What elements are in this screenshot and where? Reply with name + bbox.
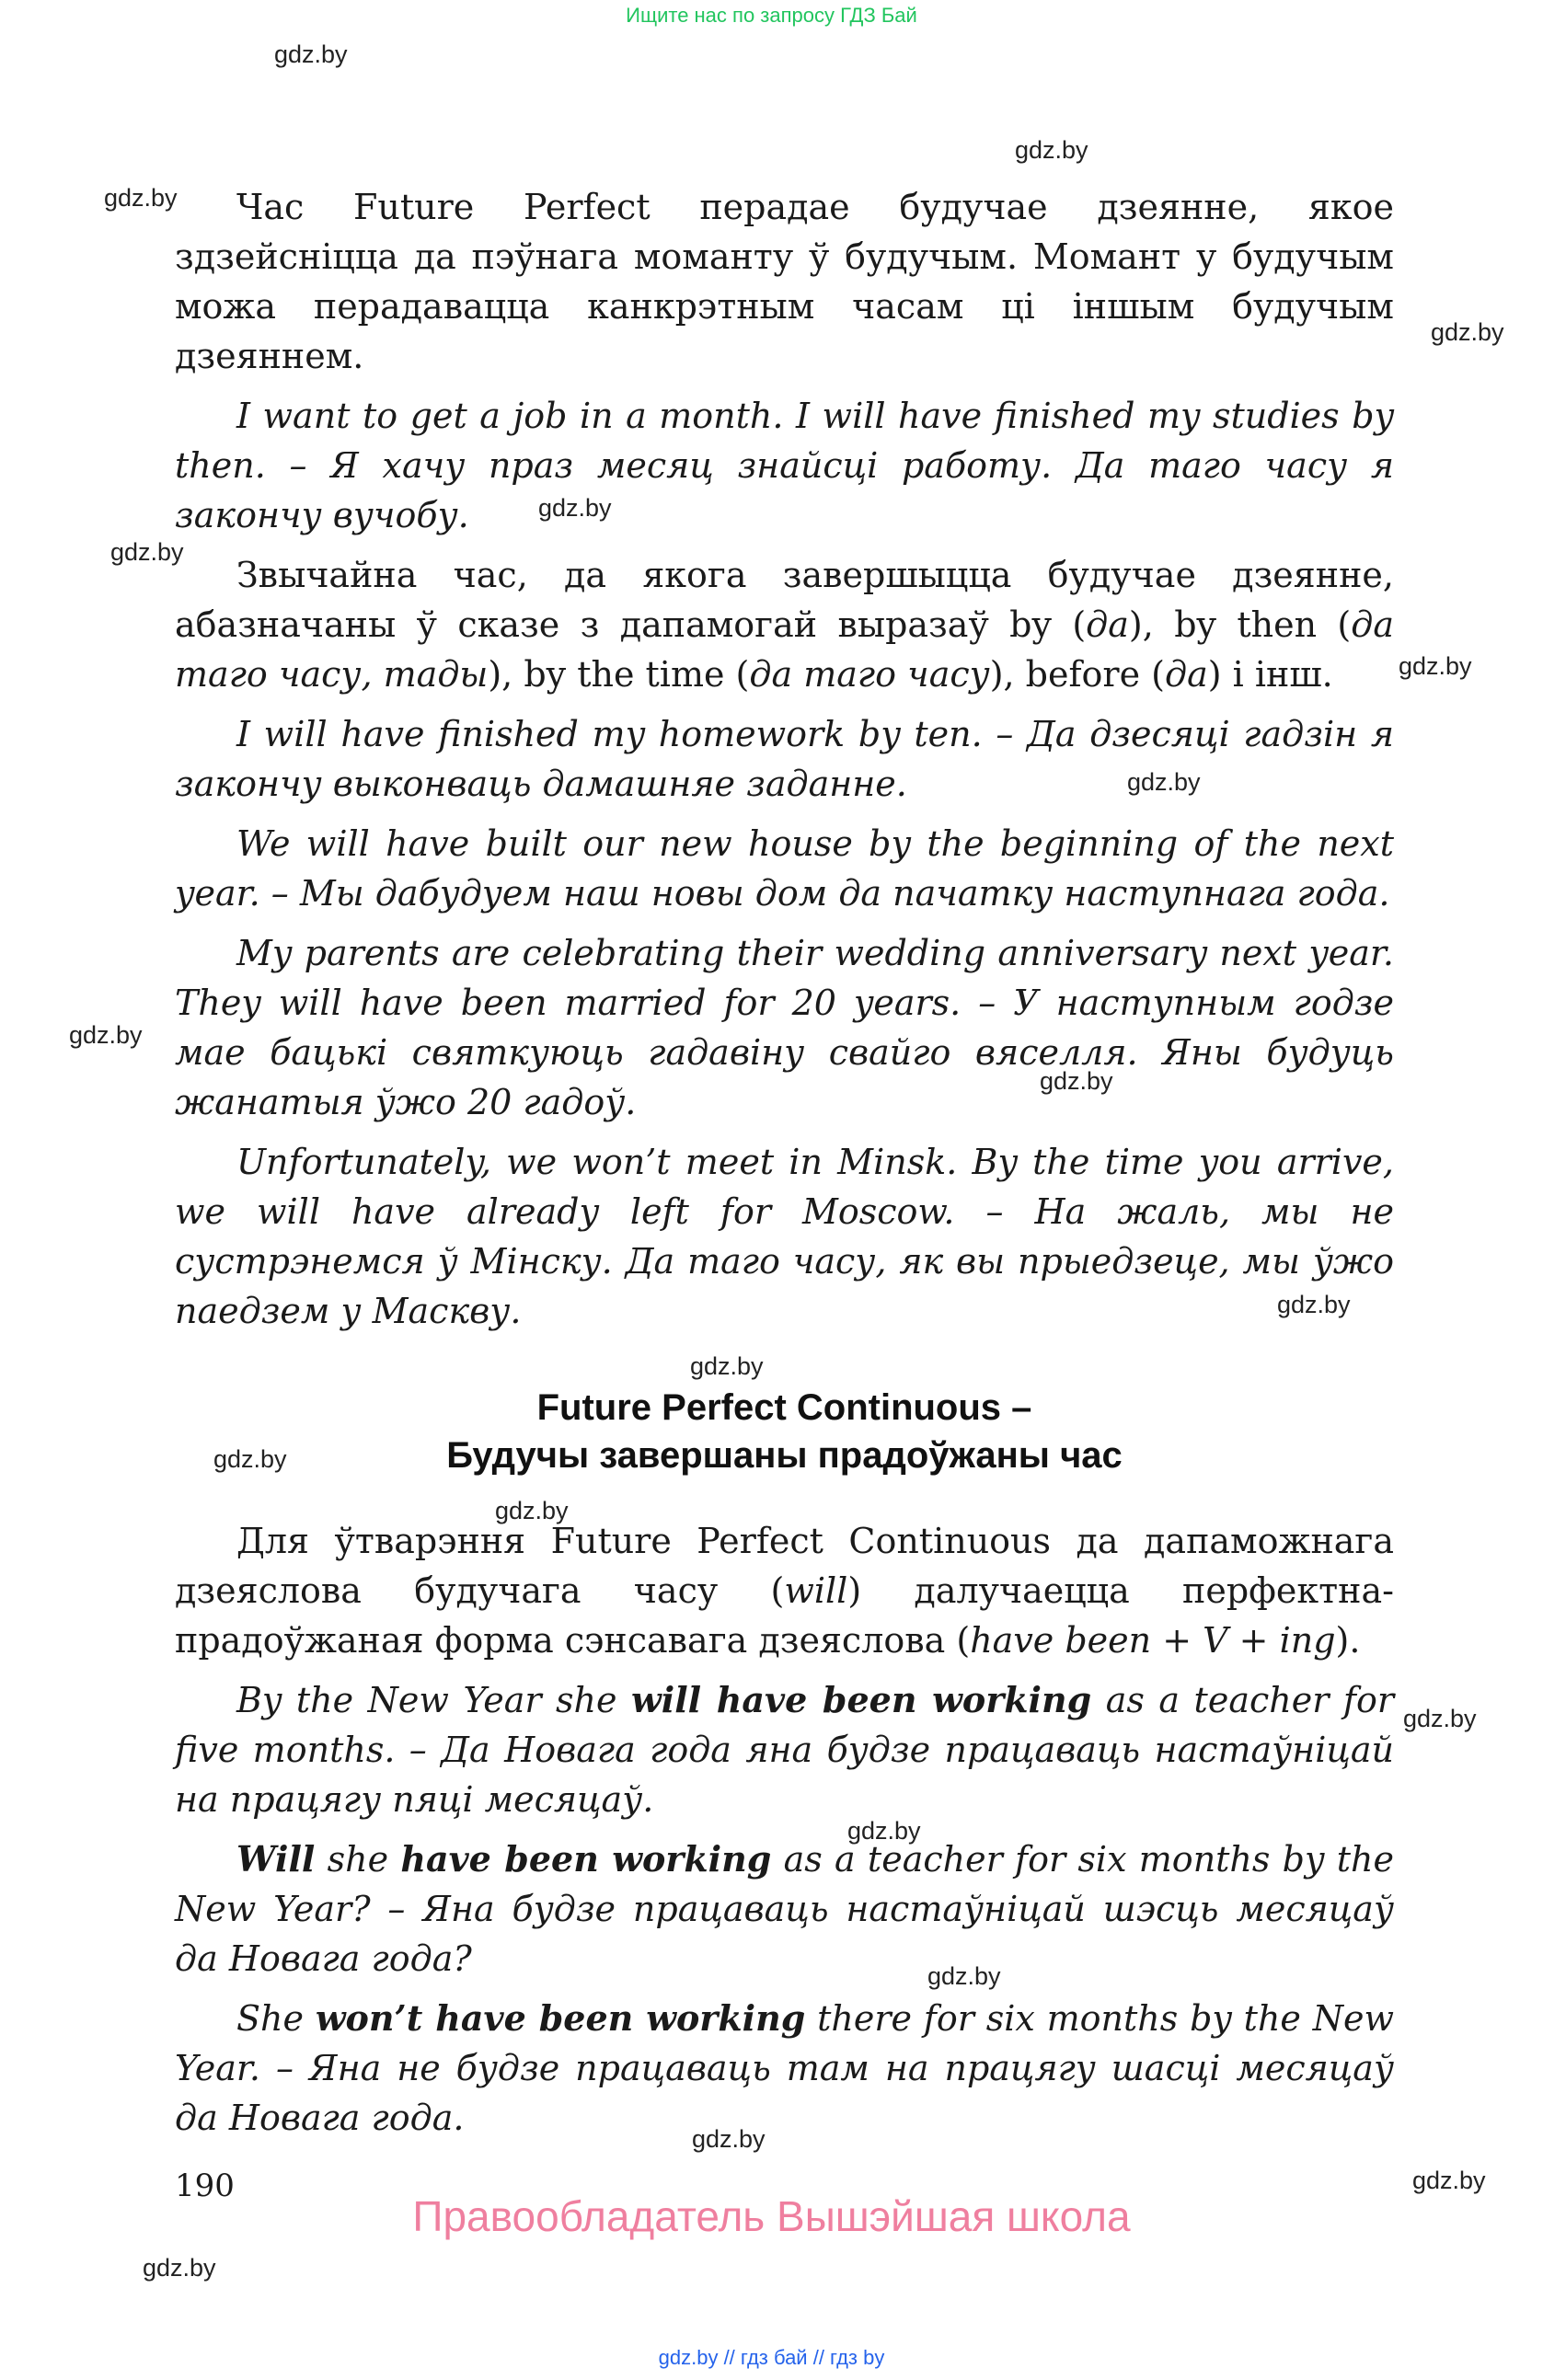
example-paragraph (175, 391, 1394, 540)
watermark: gdz.by (1403, 1705, 1477, 1732)
text-run: ), by then ( (1128, 604, 1352, 645)
example-paragraph (175, 819, 1394, 918)
heading-line-1: Future Perfect Continuous – (536, 1387, 1032, 1428)
page-body (175, 182, 1394, 2143)
example-paragraph (175, 928, 1394, 1127)
text-run: By the New Year she (236, 1680, 632, 1720)
text-run-bold: won’t have been working (315, 1997, 806, 2039)
heading-line-2: Будучы завершаны прадоўжаны час (446, 1435, 1123, 1476)
text-run: as a teacher for five months. – Да Новага года яна будзе працаваць настаўніцай на працягу пяці месяцаў. (175, 1680, 1395, 1820)
text-run: да таго часу (749, 654, 990, 695)
page-number: 190 (175, 2167, 235, 2204)
example-paragraph (175, 1834, 1394, 1983)
watermark: gdz.by (495, 1497, 569, 1524)
paragraph-time-expressions (175, 550, 1394, 699)
text-run: ). (1335, 1620, 1361, 1661)
example-text: Unfortunately, we won’t meet in Minsk. By the time you arrive, we will have already left for Moscow. – На жаль, мы не сустрэнемся ў Мінску. Да таго часу, як вы прыедзеце, мы ўжо паедзем у Маскву. (175, 1142, 1394, 1331)
watermark: gdz.by (1040, 1067, 1113, 1095)
text-run-bold: will have been working (631, 1679, 1092, 1720)
example-text: My parents are celebrating their wedding anniversary next year. They will have been married for 20 years. – У наступным годзе мае бацькі святкуюць гадавіну свайго вяселля. Яны будуць жанатыя ўжо 20 гадоў. (175, 933, 1394, 1122)
text-run: ), before ( (989, 654, 1165, 695)
example-paragraph (175, 1675, 1394, 1824)
text-run: as a teacher for six months by the New Year? – Яна будзе працаваць настаўніцай шэсць месяцаў да Новага года? (175, 1839, 1394, 1979)
paragraph-intro: Час Future Perfect перадае будучае дзеянне, якое здзейсніцца да пэўнага моманту ў будучым. Момант у будучым можа перадавацца канкрэтным часам ці іншым будучым дзеяннем. (175, 187, 1394, 376)
watermark: gdz.by (1431, 318, 1504, 346)
text-run: she (315, 1839, 401, 1880)
example-text: We will have built our new house by the beginning of the next year. – Мы дабудуем наш новы дом да пачатку наступнага года. (175, 823, 1394, 914)
example-text: I want to get a job in a month. I will have finished my studies by then. – Я хачу праз месяц знайсці работу. Да таго часу я закончу вучобу. (175, 396, 1394, 535)
watermark: gdz.by (69, 1021, 143, 1049)
paragraph-formation (175, 1516, 1394, 1665)
watermark: gdz.by (110, 538, 184, 566)
watermark: gdz.by (104, 184, 178, 212)
example-paragraph (175, 709, 1394, 809)
section-heading (175, 1384, 1394, 1479)
watermark: gdz.by (1412, 2167, 1486, 2194)
footer-links[interactable]: gdz.by // гдз бай // гдз by (658, 2346, 885, 2369)
top-search-hint[interactable]: Ищите нас по запросу ГДЗ Бай (626, 4, 917, 27)
text-run: will (784, 1570, 848, 1611)
text-run: there for six months by the New Year. – Яна не будзе працаваць там на працягу шасці месяцаў да Новага года. (175, 1998, 1394, 2138)
watermark: gdz.by (1399, 652, 1472, 680)
text-run: да таго часу, тады (175, 604, 1395, 695)
text-run: She (236, 1998, 316, 2039)
example-paragraph (175, 1137, 1394, 1336)
watermark: gdz.by (143, 2254, 216, 2282)
text-run: да (1086, 604, 1129, 645)
watermark: gdz.by (847, 1817, 921, 1845)
text-run-bold: have been working (400, 1838, 772, 1880)
text-run: ), by the time ( (488, 654, 750, 695)
copyright-notice: Правообладатель Вышэйшая школа (412, 2192, 1131, 2240)
text-run: Звычайна час, да якога завершыцца будучае дзеянне, абазначаны ў сказе з дапамогай выразаў by ( (175, 555, 1394, 645)
watermark: gdz.by (927, 1962, 1001, 1990)
watermark: gdz.by (213, 1445, 287, 1473)
example-text: I will have finished my homework by ten. – Да дзесяці гадзін я закончу выконваць дамашняе заданне. (175, 714, 1394, 804)
watermark: gdz.by (1015, 136, 1088, 164)
watermark: gdz.by (1127, 768, 1201, 796)
example-paragraph (175, 1994, 1394, 2143)
watermark: gdz.by (1277, 1291, 1351, 1318)
text-run: ) далучаецца перфектна-прадоўжаная форма сэнсавага дзеяслова ( (175, 1570, 1395, 1661)
text-run: да (1164, 654, 1208, 695)
watermark: gdz.by (690, 1352, 764, 1380)
text-run: have been + V + ing (970, 1620, 1336, 1661)
watermark: gdz.by (538, 494, 612, 522)
watermark: gdz.by (692, 2125, 766, 2153)
text-run-bold: Will (236, 1838, 316, 1880)
text-run: ) і інш. (1207, 654, 1333, 695)
watermark: gdz.by (274, 40, 348, 68)
text-run: Для ўтварэння Future Perfect Continuous да дапаможнага дзеяслова будучага часу ( (175, 1521, 1394, 1611)
